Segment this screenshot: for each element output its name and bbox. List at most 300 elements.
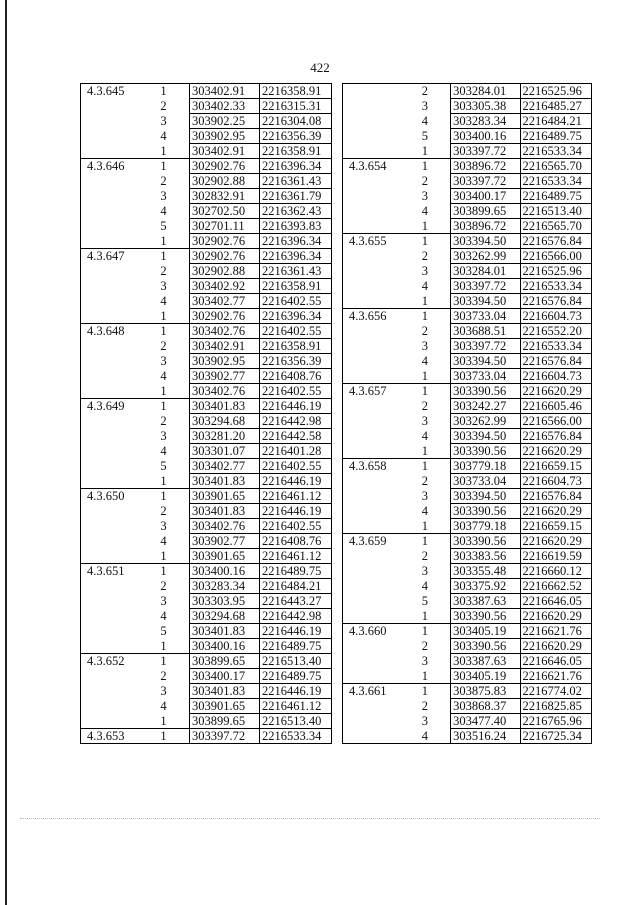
x-coordinate-cell: 303902.25 [190, 114, 260, 129]
point-number-cell: 4 [160, 129, 167, 143]
point-number-cell: 1 [400, 294, 451, 309]
point-number-cell: 1 [138, 399, 189, 414]
table-row [81, 699, 332, 714]
table-row [343, 114, 592, 129]
point-number-cell: 4 [421, 579, 429, 593]
parcel-id-cell [343, 219, 400, 234]
x-coordinate-cell: 303401.83 [190, 684, 260, 699]
y-coordinate-cell: 2216461.12 [259, 699, 331, 714]
x-coordinate-cell: 303283.34 [451, 114, 520, 129]
parcel-id-cell [81, 549, 139, 564]
point-number-cell: 4 [160, 609, 167, 623]
x-coordinate-cell: 303394.50 [451, 489, 520, 504]
table-row [343, 504, 592, 519]
x-coordinate-cell: 303394.50 [451, 429, 520, 444]
x-coordinate-cell: 303901.65 [190, 489, 260, 504]
table-row [343, 699, 592, 714]
y-coordinate-cell: 2216605.46 [520, 399, 591, 414]
table-row [81, 534, 332, 549]
y-coordinate-cell: 2216356.39 [259, 354, 331, 369]
x-coordinate-cell: 303390.56 [451, 534, 520, 549]
x-coordinate-cell: 303902.77 [190, 369, 260, 384]
x-coordinate-cell: 303281.20 [190, 429, 260, 444]
y-coordinate-cell: 2216356.39 [259, 129, 331, 144]
parcel-id-cell [81, 219, 139, 234]
x-coordinate-cell: 303301.07 [190, 444, 260, 459]
y-coordinate-cell: 2216446.19 [259, 399, 331, 414]
table-row [343, 309, 592, 324]
x-coordinate-cell: 302902.76 [190, 234, 260, 249]
parcel-id-cell: 4.3.657 [343, 384, 400, 399]
x-coordinate-cell: 303294.68 [190, 609, 260, 624]
table-row [81, 354, 332, 369]
y-coordinate-cell: 2216402.55 [259, 324, 331, 339]
x-coordinate-cell: 303400.17 [451, 189, 520, 204]
parcel-id-cell [343, 609, 400, 624]
point-number-cell: 5 [160, 219, 167, 233]
x-coordinate-cell: 303242.27 [451, 399, 520, 414]
parcel-id-cell [81, 624, 139, 639]
x-coordinate-cell: 302902.76 [190, 249, 260, 264]
point-number-cell: 2 [421, 549, 429, 563]
y-coordinate-cell: 2216565.70 [520, 219, 591, 234]
point-number-cell: 1 [138, 84, 189, 99]
parcel-id-cell: 4.3.660 [343, 624, 400, 639]
point-number-cell: 2 [421, 174, 429, 188]
y-coordinate-cell: 2216620.29 [520, 384, 591, 399]
x-coordinate-cell: 303284.01 [451, 264, 520, 279]
parcel-id-cell [81, 339, 139, 354]
y-coordinate-cell: 2216358.91 [259, 84, 331, 99]
parcel-id-cell [343, 639, 400, 654]
point-number-cell: 2 [160, 99, 167, 113]
parcel-id-cell [81, 474, 139, 489]
parcel-id-cell [81, 669, 139, 684]
x-coordinate-cell: 303400.17 [190, 669, 260, 684]
x-coordinate-cell: 303401.83 [190, 624, 260, 639]
parcel-id-cell [81, 504, 139, 519]
point-number-cell: 1 [138, 729, 189, 744]
x-coordinate-cell: 303383.56 [451, 549, 520, 564]
point-number-cell: 3 [160, 519, 167, 533]
point-number-cell: 3 [421, 654, 429, 668]
table-row [343, 459, 592, 474]
x-coordinate-cell: 303400.16 [190, 639, 260, 654]
point-number-cell: 1 [138, 309, 189, 324]
point-number-cell: 1 [400, 684, 451, 699]
parcel-id-cell [81, 384, 139, 399]
y-coordinate-cell: 2216358.91 [259, 339, 331, 354]
parcel-id-cell: 4.3.659 [343, 534, 400, 549]
x-coordinate-cell: 303390.56 [451, 444, 520, 459]
table-row [343, 384, 592, 399]
table-row [81, 369, 332, 384]
y-coordinate-cell: 2216361.43 [259, 174, 331, 189]
table-row [81, 459, 332, 474]
x-coordinate-cell: 303375.92 [451, 579, 520, 594]
y-coordinate-cell: 2216620.29 [520, 444, 591, 459]
x-coordinate-cell: 303303.95 [190, 594, 260, 609]
y-coordinate-cell: 2216525.96 [520, 264, 591, 279]
point-number-cell: 1 [138, 714, 189, 729]
parcel-id-cell: 4.3.651 [81, 564, 139, 579]
parcel-id-cell [343, 369, 400, 384]
table-row [81, 474, 332, 489]
y-coordinate-cell: 2216774.02 [520, 684, 591, 699]
y-coordinate-cell: 2216576.84 [520, 429, 591, 444]
table-row [81, 129, 332, 144]
parcel-id-cell [343, 699, 400, 714]
x-coordinate-cell: 303390.56 [451, 504, 520, 519]
x-coordinate-cell: 303397.72 [451, 144, 520, 159]
x-coordinate-cell: 303402.91 [190, 144, 260, 159]
parcel-id-cell: 4.3.654 [343, 159, 400, 174]
y-coordinate-cell: 2216446.19 [259, 684, 331, 699]
parcel-id-cell [343, 399, 400, 414]
point-number-cell: 1 [138, 384, 189, 399]
point-number-cell: 2 [160, 174, 167, 188]
parcel-id-cell [343, 579, 400, 594]
point-number-cell: 1 [400, 624, 451, 639]
y-coordinate-cell: 2216408.76 [259, 534, 331, 549]
point-number-cell: 1 [138, 144, 189, 159]
point-number-cell: 2 [400, 84, 451, 99]
parcel-id-cell [343, 114, 400, 129]
x-coordinate-cell: 303400.16 [451, 129, 520, 144]
point-number-cell: 3 [421, 99, 429, 113]
y-coordinate-cell: 2216408.76 [259, 369, 331, 384]
point-number-cell: 1 [138, 564, 189, 579]
point-number-cell: 1 [138, 324, 189, 339]
x-coordinate-cell: 303516.24 [451, 729, 520, 744]
table-row [343, 99, 592, 114]
parcel-id-cell [343, 339, 400, 354]
x-coordinate-cell: 303899.65 [190, 714, 260, 729]
parcel-id-cell [81, 99, 139, 114]
y-coordinate-cell: 2216401.28 [259, 444, 331, 459]
table-row [343, 234, 592, 249]
y-coordinate-cell: 2216402.55 [259, 294, 331, 309]
parcel-id-cell [343, 729, 400, 744]
parcel-id-cell [343, 174, 400, 189]
parcel-id-cell [81, 534, 139, 549]
point-number-cell: 4 [160, 444, 167, 458]
parcel-id-cell [81, 114, 139, 129]
table-row [343, 429, 592, 444]
point-number-cell: 1 [138, 234, 189, 249]
point-number-cell: 1 [138, 474, 189, 489]
parcel-id-cell [81, 414, 139, 429]
x-coordinate-cell: 303397.72 [190, 729, 260, 744]
table-row [81, 204, 332, 219]
x-coordinate-cell: 303305.38 [451, 99, 520, 114]
parcel-id-cell [81, 129, 139, 144]
y-coordinate-cell: 2216489.75 [520, 129, 591, 144]
x-coordinate-cell: 303394.50 [451, 234, 520, 249]
y-coordinate-cell: 2216533.34 [520, 279, 591, 294]
y-coordinate-cell: 2216446.19 [259, 474, 331, 489]
point-number-cell: 4 [160, 294, 167, 308]
point-number-cell: 4 [421, 204, 429, 218]
x-coordinate-cell: 303284.01 [451, 84, 520, 99]
table-row [81, 189, 332, 204]
y-coordinate-cell: 2216621.76 [520, 669, 591, 684]
y-coordinate-cell: 2216393.83 [259, 219, 331, 234]
parcel-id-cell: 4.3.652 [81, 654, 139, 669]
y-coordinate-cell: 2216620.29 [520, 504, 591, 519]
table-row [343, 279, 592, 294]
point-number-cell: 2 [421, 399, 429, 413]
table-row [81, 519, 332, 534]
table-row [81, 84, 332, 99]
y-coordinate-cell: 2216304.08 [259, 114, 331, 129]
y-coordinate-cell: 2216604.73 [520, 474, 591, 489]
x-coordinate-cell: 303405.19 [451, 624, 520, 639]
y-coordinate-cell: 2216315.31 [259, 99, 331, 114]
y-coordinate-cell: 2216396.34 [259, 309, 331, 324]
table-row [81, 219, 332, 234]
parcel-id-cell [81, 429, 139, 444]
parcel-id-cell: 4.3.653 [81, 729, 139, 744]
parcel-id-cell [343, 414, 400, 429]
table-row [343, 639, 592, 654]
y-coordinate-cell: 2216362.43 [259, 204, 331, 219]
parcel-id-cell [81, 699, 139, 714]
x-coordinate-cell: 303283.34 [190, 579, 260, 594]
y-coordinate-cell: 2216646.05 [520, 594, 591, 609]
table-row [343, 414, 592, 429]
parcel-id-cell [343, 474, 400, 489]
coordinates-table-left [80, 83, 332, 744]
y-coordinate-cell: 2216725.34 [520, 729, 591, 744]
table-row [81, 324, 332, 339]
y-coordinate-cell: 2216533.34 [520, 174, 591, 189]
table-row [343, 159, 592, 174]
y-coordinate-cell: 2216396.34 [259, 249, 331, 264]
table-row [81, 384, 332, 399]
y-coordinate-cell: 2216443.27 [259, 594, 331, 609]
bottom-divider [20, 818, 600, 819]
parcel-id-cell: 4.3.656 [343, 309, 400, 324]
parcel-id-cell [81, 714, 139, 729]
y-coordinate-cell: 2216566.00 [520, 249, 591, 264]
x-coordinate-cell: 303402.92 [190, 279, 260, 294]
point-number-cell: 2 [160, 669, 167, 683]
point-number-cell: 2 [160, 579, 167, 593]
parcel-id-cell [81, 279, 139, 294]
point-number-cell: 4 [421, 429, 429, 443]
table-row [81, 639, 332, 654]
coordinates-table-right [342, 83, 592, 744]
x-coordinate-cell: 303262.99 [451, 414, 520, 429]
parcel-id-cell: 4.3.655 [343, 234, 400, 249]
table-row [343, 369, 592, 384]
point-number-cell: 1 [400, 309, 451, 324]
y-coordinate-cell: 2216533.34 [520, 339, 591, 354]
x-coordinate-cell: 303901.65 [190, 549, 260, 564]
table-row [81, 99, 332, 114]
parcel-id-cell: 4.3.648 [81, 324, 139, 339]
x-coordinate-cell: 303402.76 [190, 384, 260, 399]
x-coordinate-cell: 303779.18 [451, 519, 520, 534]
point-number-cell: 1 [400, 519, 451, 534]
parcel-id-cell [343, 264, 400, 279]
x-coordinate-cell: 303875.83 [451, 684, 520, 699]
point-number-cell: 5 [421, 129, 429, 143]
x-coordinate-cell: 303733.04 [451, 474, 520, 489]
table-row [81, 174, 332, 189]
table-row [81, 579, 332, 594]
x-coordinate-cell: 303902.95 [190, 354, 260, 369]
y-coordinate-cell: 2216484.21 [520, 114, 591, 129]
x-coordinate-cell: 303405.19 [451, 669, 520, 684]
x-coordinate-cell: 302902.88 [190, 174, 260, 189]
point-number-cell: 2 [160, 264, 167, 278]
y-coordinate-cell: 2216659.15 [520, 519, 591, 534]
table-row [343, 474, 592, 489]
table-row [81, 654, 332, 669]
x-coordinate-cell: 303899.65 [190, 654, 260, 669]
y-coordinate-cell: 2216646.05 [520, 654, 591, 669]
page-number: 422 [310, 60, 330, 75]
point-number-cell: 3 [160, 354, 167, 368]
y-coordinate-cell: 2216576.84 [520, 234, 591, 249]
point-number-cell: 2 [421, 474, 429, 488]
parcel-id-cell [343, 489, 400, 504]
parcel-id-cell [343, 84, 400, 99]
x-coordinate-cell: 303402.91 [190, 84, 260, 99]
point-number-cell: 4 [421, 114, 429, 128]
table-row [81, 114, 332, 129]
y-coordinate-cell: 2216619.59 [520, 549, 591, 564]
point-number-cell: 4 [421, 354, 429, 368]
x-coordinate-cell: 303294.68 [190, 414, 260, 429]
y-coordinate-cell: 2216576.84 [520, 489, 591, 504]
table-row [81, 714, 332, 729]
table-row [343, 609, 592, 624]
table-row [81, 279, 332, 294]
y-coordinate-cell: 2216604.73 [520, 369, 591, 384]
y-coordinate-cell: 2216489.75 [259, 669, 331, 684]
point-number-cell: 1 [138, 654, 189, 669]
x-coordinate-cell: 303779.18 [451, 459, 520, 474]
point-number-cell: 3 [421, 414, 429, 428]
point-number-cell: 1 [400, 444, 451, 459]
parcel-id-cell [81, 444, 139, 459]
table-row [343, 444, 592, 459]
parcel-id-cell [81, 174, 139, 189]
parcel-id-cell [81, 369, 139, 384]
x-coordinate-cell: 303402.33 [190, 99, 260, 114]
point-number-cell: 1 [400, 219, 451, 234]
table-row [81, 159, 332, 174]
table-row [343, 594, 592, 609]
parcel-id-cell [343, 204, 400, 219]
parcel-id-cell [343, 549, 400, 564]
parcel-id-cell [343, 504, 400, 519]
table-row [343, 669, 592, 684]
table-row [81, 249, 332, 264]
point-number-cell: 5 [421, 594, 429, 608]
x-coordinate-cell: 302902.88 [190, 264, 260, 279]
point-number-cell: 3 [160, 594, 167, 608]
parcel-id-cell [81, 309, 139, 324]
table-row [81, 234, 332, 249]
table-row [343, 654, 592, 669]
point-number-cell: 3 [160, 684, 167, 698]
x-coordinate-cell: 302902.76 [190, 309, 260, 324]
point-number-cell: 1 [138, 249, 189, 264]
x-coordinate-cell: 303397.72 [451, 174, 520, 189]
y-coordinate-cell: 2216442.98 [259, 609, 331, 624]
table-row [81, 684, 332, 699]
y-coordinate-cell: 2216489.75 [520, 189, 591, 204]
parcel-id-cell [81, 579, 139, 594]
parcel-id-cell [343, 354, 400, 369]
parcel-id-cell [343, 324, 400, 339]
parcel-id-cell [343, 444, 400, 459]
y-coordinate-cell: 2216662.52 [520, 579, 591, 594]
parcel-id-cell [343, 669, 400, 684]
point-number-cell: 3 [421, 264, 429, 278]
y-coordinate-cell: 2216565.70 [520, 159, 591, 174]
x-coordinate-cell: 303899.65 [451, 204, 520, 219]
table-row [343, 564, 592, 579]
point-number-cell: 1 [138, 549, 189, 564]
table-row [343, 339, 592, 354]
table-row [343, 189, 592, 204]
parcel-id-cell [81, 204, 139, 219]
point-number-cell: 2 [421, 324, 429, 338]
x-coordinate-cell: 303397.72 [451, 339, 520, 354]
point-number-cell: 1 [400, 534, 451, 549]
x-coordinate-cell: 303402.76 [190, 324, 260, 339]
parcel-id-cell [343, 594, 400, 609]
y-coordinate-cell: 2216576.84 [520, 354, 591, 369]
point-number-cell: 3 [421, 189, 429, 203]
parcel-id-cell [81, 144, 139, 159]
x-coordinate-cell: 303355.48 [451, 564, 520, 579]
y-coordinate-cell: 2216765.96 [520, 714, 591, 729]
point-number-cell: 1 [400, 144, 451, 159]
y-coordinate-cell: 2216461.12 [259, 549, 331, 564]
point-number-cell: 5 [160, 624, 167, 638]
table-row [343, 129, 592, 144]
parcel-id-cell: 4.3.645 [81, 84, 139, 99]
x-coordinate-cell: 303387.63 [451, 654, 520, 669]
x-coordinate-cell: 303868.37 [451, 699, 520, 714]
point-number-cell: 1 [138, 639, 189, 654]
y-coordinate-cell: 2216396.34 [259, 234, 331, 249]
table-row [81, 429, 332, 444]
y-coordinate-cell: 2216513.40 [520, 204, 591, 219]
x-coordinate-cell: 303902.95 [190, 129, 260, 144]
y-coordinate-cell: 2216485.27 [520, 99, 591, 114]
parcel-id-cell: 4.3.658 [343, 459, 400, 474]
table-row [81, 564, 332, 579]
parcel-id-cell [81, 594, 139, 609]
x-coordinate-cell: 303390.56 [451, 639, 520, 654]
point-number-cell: 4 [421, 504, 429, 518]
point-number-cell: 2 [421, 699, 429, 713]
parcel-id-cell [343, 519, 400, 534]
point-number-cell: 1 [138, 489, 189, 504]
point-number-cell: 4 [160, 699, 167, 713]
table-row [81, 669, 332, 684]
x-coordinate-cell: 303896.72 [451, 159, 520, 174]
parcel-id-cell: 4.3.661 [343, 684, 400, 699]
y-coordinate-cell: 2216442.98 [259, 414, 331, 429]
